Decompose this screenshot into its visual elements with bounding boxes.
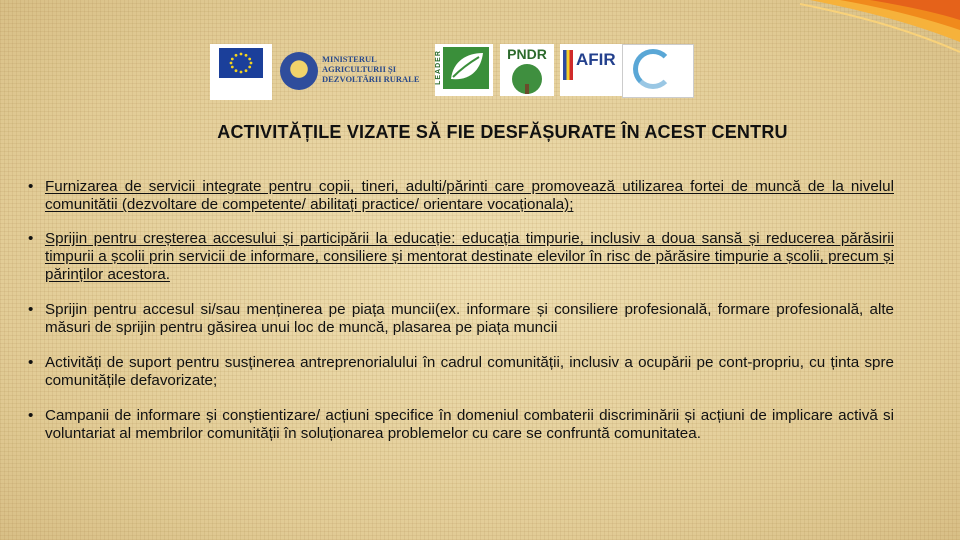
- leader-logo: [435, 44, 493, 96]
- swirl-icon: [633, 49, 673, 89]
- activities-list: [28, 178, 894, 460]
- romania-flag-icon: [563, 50, 573, 80]
- eu-flag-icon: [219, 48, 263, 78]
- page-title: ACTIVITĂȚILE VIZATE SĂ FIE DESFĂȘURATE ÎN ACEST CENTRU: [217, 122, 788, 142]
- ministry-logo: [278, 44, 424, 100]
- list-item-text: Campanii de informare și conștientizare/ acțiuni specifice în domeniul combaterii discriminării și acțiuni de implicare activă si voluntariat al membrilor comunității în soluționarea problemelor cu care se confruntă comunitatea.: [45, 407, 894, 442]
- list-item-text: Furnizarea de servicii integrate pentru copii, tineri, adulti/părinti care promovează utilizarea fortei de muncă de la nivelul comunitătii (dezvoltare de competente/ abilitați practice/ orientare vocaționala);: [45, 178, 894, 213]
- tree-trunk: [525, 84, 529, 94]
- partner-logo: [622, 44, 694, 98]
- ministry-name: MINISTERUL AGRICULTURII ȘI DEZVOLTĂRII RURALE: [322, 54, 420, 84]
- list-item-text: Activități de suport pentru susținerea antreprenorialului în cadrul comunității, inclusiv a ocupării pe cont-propriu, cu ținta spre comunitățile defavorizate;: [45, 354, 894, 389]
- decorative-corner-swoosh: [800, 0, 960, 60]
- eu-flag-logo: [210, 44, 272, 100]
- list-item: [28, 230, 894, 284]
- list-item: [28, 407, 894, 443]
- afir-logo: [560, 44, 622, 96]
- leader-leaf-icon: [443, 47, 489, 89]
- list-item: [28, 301, 894, 337]
- list-item-text: Sprijin pentru creșterea accesului și participării la educație: educația timpurie, inclusiv a doua sansă și reducerea părăsirii timpurii a școlii prin servicii de informare, consiliere și mentorat destinate elevilor în risc de părăsire timpurie a școlii, precum și părinților acestora.: [45, 230, 894, 283]
- list-item: [28, 178, 894, 214]
- afir-label: AFIR: [576, 50, 616, 69]
- leader-label: LEADER: [434, 50, 442, 85]
- pndr-logo: [500, 44, 554, 96]
- list-item-text: Sprijin pentru accesul si/sau menținerea pe piața muncii(ex. informare și consiliere profesională, formare profesională, alte măsuri de sprijin pentru găsirea unui loc de muncă, plasarea pe piața muncii: [45, 301, 894, 336]
- pndr-label: PNDR: [507, 46, 547, 62]
- romania-crest-icon: [280, 52, 318, 90]
- list-item: [28, 354, 894, 390]
